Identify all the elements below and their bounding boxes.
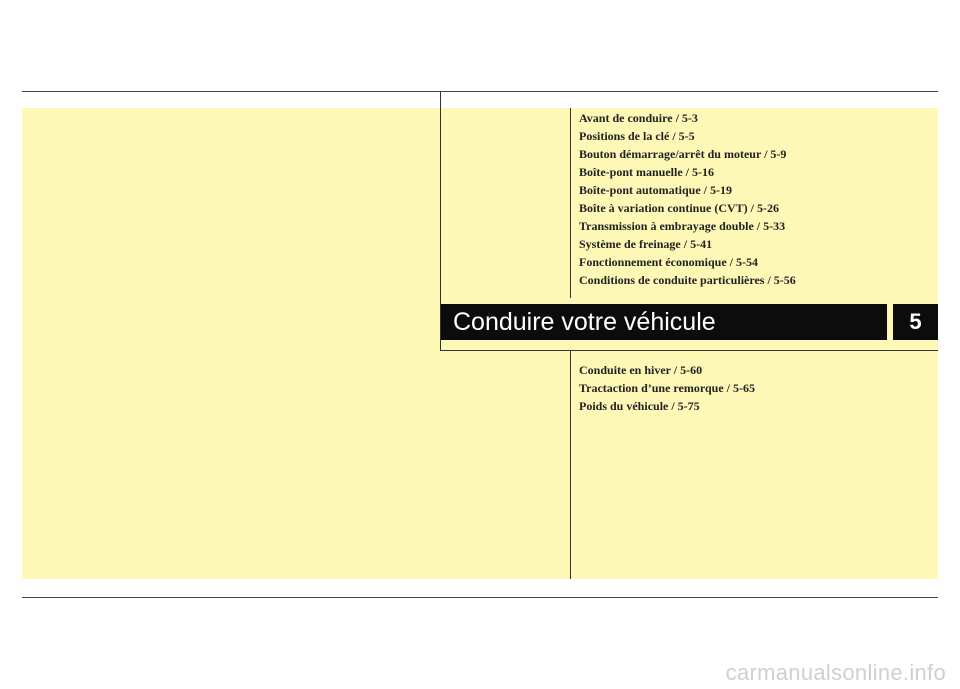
watermark: carmanualsonline.info — [725, 660, 946, 685]
toc-item[interactable]: Positions de la clé / 5-5 — [579, 129, 695, 143]
toc-item[interactable]: Conditions de conduite particulières / 5-56 — [579, 273, 796, 287]
toc-item[interactable]: Fonctionnement économique / 5-54 — [579, 255, 758, 269]
chapter-title-bar — [441, 304, 887, 340]
toc-item[interactable]: Poids du véhicule / 5-75 — [579, 399, 700, 413]
toc-item[interactable]: Boîte-pont automatique / 5-19 — [579, 183, 732, 197]
chapter-number: 5 — [893, 304, 938, 340]
chapter-underline — [440, 350, 938, 351]
toc-item[interactable]: Boîte-pont manuelle / 5-16 — [579, 165, 714, 179]
bottom-rule — [22, 597, 938, 598]
divider-line-lower — [570, 351, 571, 579]
toc-item[interactable]: Transmission à embrayage double / 5-33 — [579, 219, 786, 233]
toc-item[interactable]: Avant de conduire / 5-3 — [579, 111, 698, 125]
toc-item[interactable]: Conduite en hiver / 5-60 — [579, 363, 703, 377]
chapter-title: Conduire votre véhicule — [453, 308, 716, 336]
toc-item[interactable]: Système de freinage / 5-41 — [579, 237, 713, 251]
toc-list-bottom — [579, 361, 755, 415]
toc-list-top — [579, 109, 796, 289]
top-rule — [22, 91, 938, 92]
toc-item[interactable]: Tractaction d’une remorque / 5-65 — [579, 381, 755, 395]
content-panel — [22, 108, 938, 579]
toc-item[interactable]: Boîte à variation continue (CVT) / 5-26 — [579, 201, 779, 215]
divider-line-upper — [570, 108, 571, 298]
toc-item[interactable]: Bouton démarrage/arrêt du moteur / 5-9 — [579, 147, 787, 161]
